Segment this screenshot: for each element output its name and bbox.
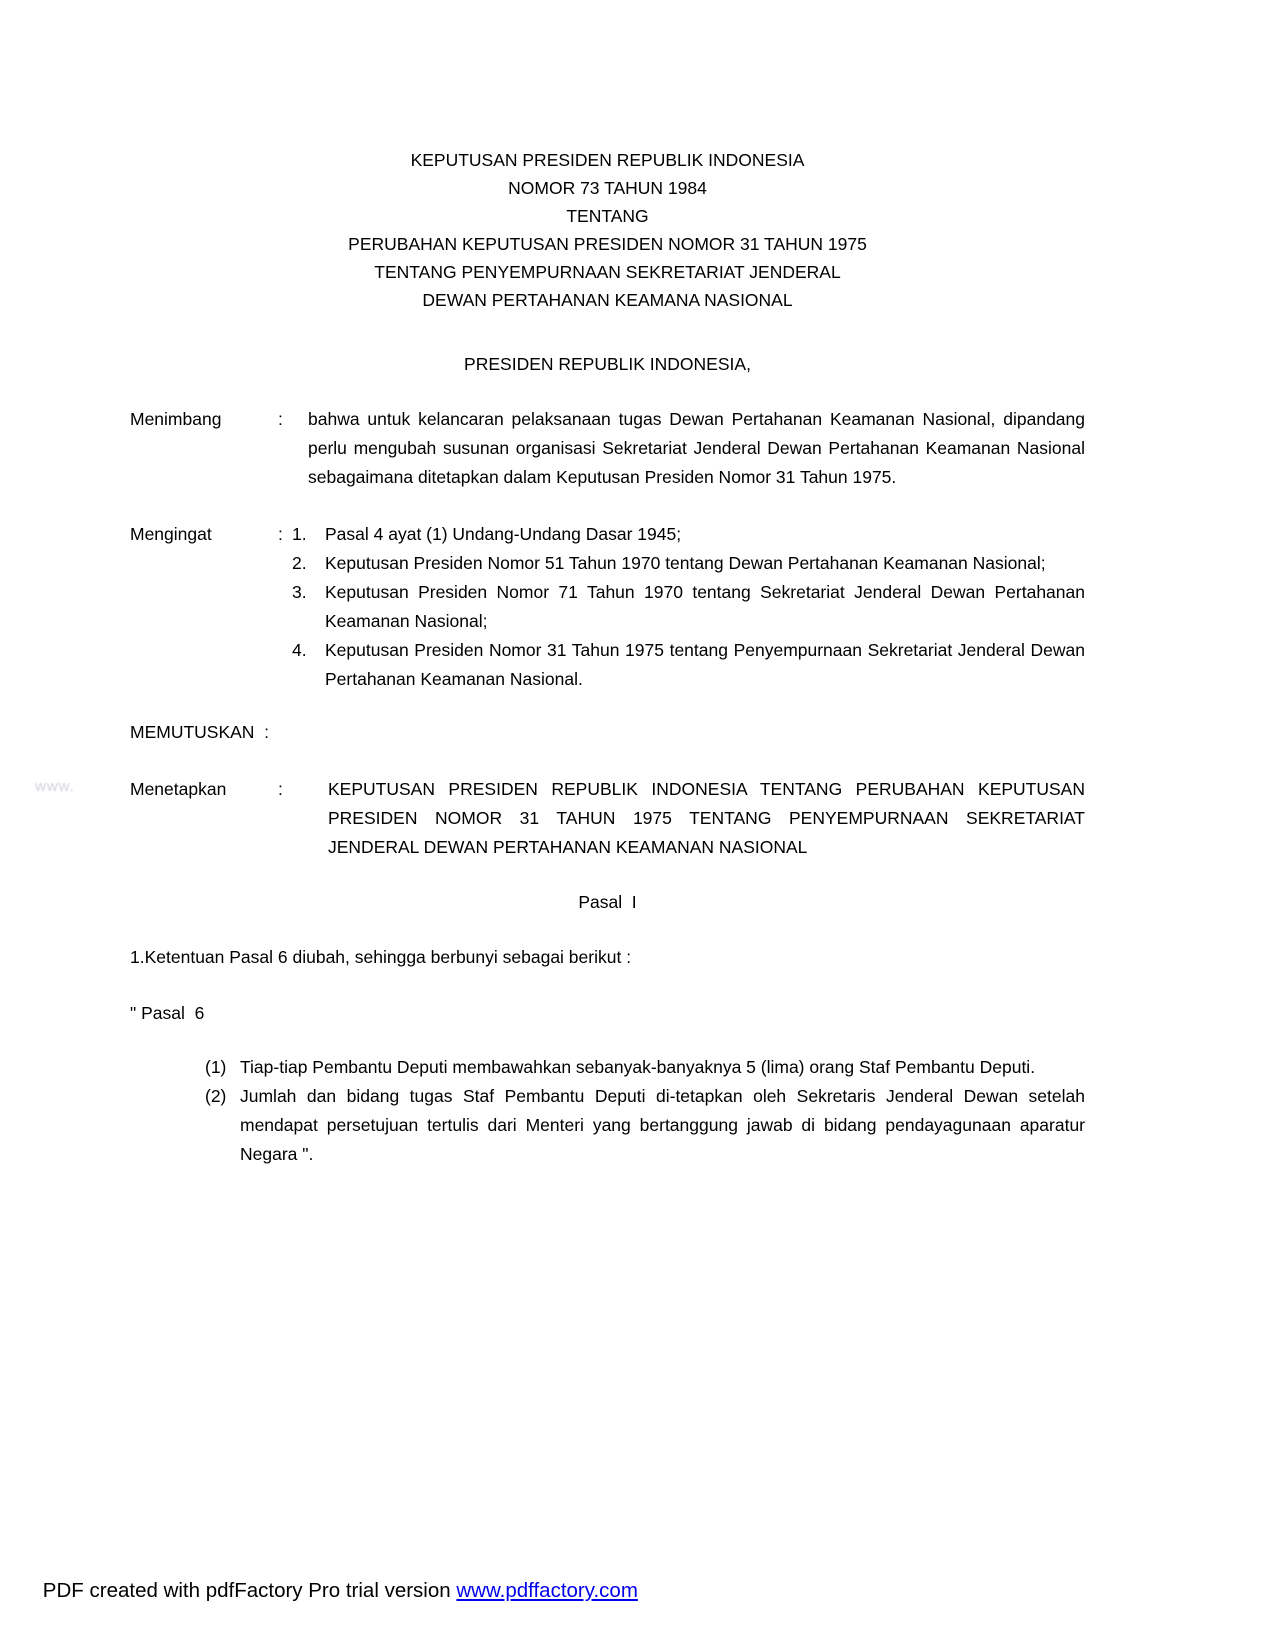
title-line-2: NOMOR 73 TAHUN 1984 [508,178,707,198]
list-item-marker: 3. [292,582,307,602]
pasal-6-heading: " Pasal 6 [130,1003,205,1023]
clause-text: Jumlah dan bidang tugas Staf Pembantu Deputi di-tetapkan oleh Sekretaris Jenderal Dewan setelah mendapat persetujuan tertulis dari Menteri yang bertanggung jawab di bidang pendayagunaan aparatur Negara ". [240,1086,1085,1164]
list-item-text: Pasal 4 ayat (1) Undang-Undang Dasar 1945; [325,524,682,544]
mengingat-item [292,578,1085,636]
menimbang-colon: : [278,409,283,429]
title-line-6: DEWAN PERTAHANAN KEAMANA NASIONAL [422,290,793,310]
menimbang-label: Menimbang [130,409,222,429]
mengingat-item [292,636,1085,694]
issuer-line: PRESIDEN REPUBLIK INDONESIA, [464,354,751,374]
mengingat-colon: : [278,524,283,544]
menimbang-section [130,405,1085,492]
document-title-block [130,146,1085,314]
pdf-footer [20,1552,638,1630]
amendment-intro: 1.Ketentuan Pasal 6 diubah, sehingga berbunyi sebagai berikut : [130,947,632,967]
list-item-marker: 2. [292,553,307,573]
list-item-marker: 1. [292,524,307,544]
footer-text: PDF created with pdfFactory Pro trial version [42,1579,457,1602]
watermark-text: www. [35,778,75,795]
menetapkan-body: KEPUTUSAN PRESIDEN REPUBLIK INDONESIA TENTANG PERUBAHAN KEPUTUSAN PRESIDEN NOMOR 31 TAHUN 1975 TENTANG PENYEMPURNAAN SEKRETARIAT JENDERAL DEWAN PERTAHANAN KEAMANAN NASIONAL [328,779,1085,857]
list-item-marker: 4. [292,640,307,660]
pasal-1-heading: Pasal I [578,892,637,912]
title-line-1: KEPUTUSAN PRESIDEN REPUBLIK INDONESIA [410,150,805,170]
menetapkan-section [130,775,1085,862]
clause-marker: (1) [205,1057,227,1077]
title-line-3: TENTANG [566,206,649,226]
clause-1 [205,1053,1085,1082]
list-item-text: Keputusan Presiden Nomor 51 Tahun 1970 tentang Dewan Pertahanan Keamanan Nasional; [325,553,1046,573]
title-line-4: PERUBAHAN KEPUTUSAN PRESIDEN NOMOR 31 TAHUN 1975 [348,234,867,254]
menimbang-body: bahwa untuk kelancaran pelaksanaan tugas Dewan Pertahanan Keamanan Nasional, dipandang perlu mengubah susunan organisasi Sekretariat Jenderal Dewan Pertahanan Keamanan Nasional sebagaimana ditetapkan dalam Keputusan Presiden Nomor 31 Tahun 1975. [308,409,1085,487]
mengingat-label: Mengingat [130,524,212,544]
title-line-5: TENTANG PENYEMPURNAAN SEKRETARIAT JENDERAL [374,262,841,282]
clause-marker: (2) [205,1086,227,1106]
mengingat-item [292,549,1085,578]
memutuskan-line: MEMUTUSKAN : [130,722,270,742]
footer-link[interactable]: www.pdffactory.com [456,1579,638,1602]
pasal-6-clauses [205,1053,1085,1169]
mengingat-section [130,520,1085,694]
list-item-text: Keputusan Presiden Nomor 31 Tahun 1975 tentang Penyempurnaan Sekretariat Jenderal Dewan Pertahanan Keamanan Nasional. [325,640,1085,689]
mengingat-list [292,520,1085,694]
mengingat-item [292,520,1085,549]
clause-2 [205,1082,1085,1169]
list-item-text: Keputusan Presiden Nomor 71 Tahun 1970 tentang Sekretariat Jenderal Dewan Pertahanan Keamanan Nasional; [325,582,1085,631]
menetapkan-label: Menetapkan [130,779,227,799]
menetapkan-colon: : [278,779,283,799]
clause-text: Tiap-tiap Pembantu Deputi membawahkan sebanyak-banyaknya 5 (lima) orang Staf Pembantu Deputi. [240,1057,1036,1077]
